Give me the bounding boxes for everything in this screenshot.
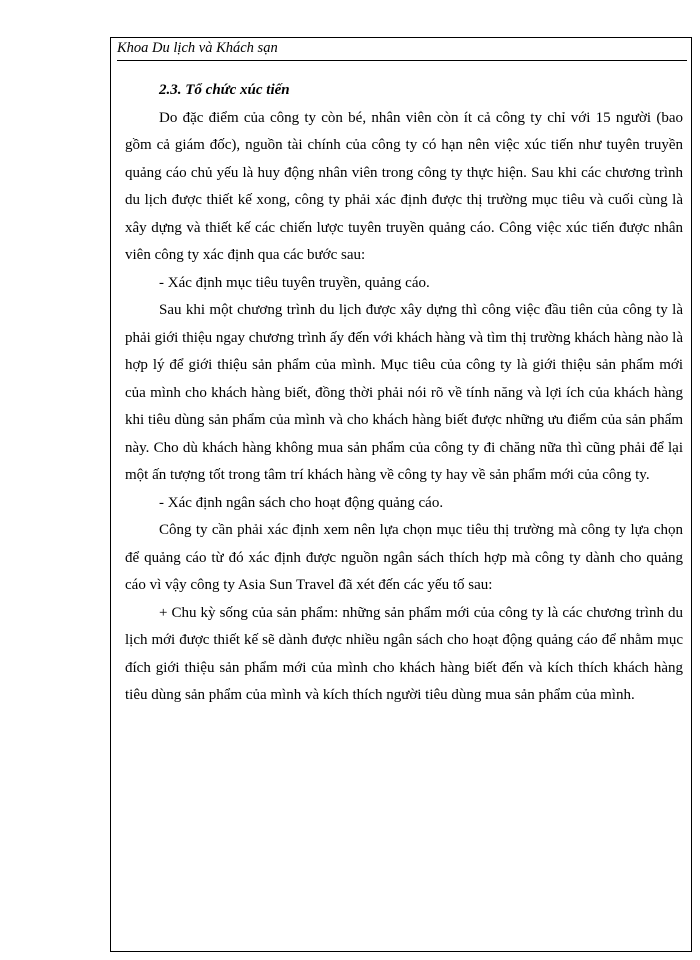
page-header [117, 37, 687, 61]
document-body [125, 77, 683, 710]
paragraph-lifecycle: + Chu kỳ sống của sản phẩm: những sản phẩm mới của công ty là các chương trình du lịch mới được thiết kế sẽ dành được nhiều ngân sách cho hoạt động quảng cáo để nhằm mục đích giới thiệu sản phẩm mới của mình cho khách hàng biết đến và kích thích khách hàng tiêu dùng sản phẩm của mình và kích thích người tiêu dùng mua sản phẩm của mình. [125, 604, 683, 703]
section-heading: 2.3. Tổ chức xúc tiến [159, 82, 290, 98]
paragraph-objective: Sau khi một chương trình du lịch được xây dựng thì công việc đầu tiên của công ty là phải giới thiệu ngay chương trình ấy đến với khách hàng và tìm thị trường khách hàng nào là hợp lý để giới thiệu sản phẩm của mình. Mục tiêu của công ty là giới thiệu sản phẩm mới của mình cho khách hàng biết, đồng thời phải nói rõ về tính năng và lợi ích của khách hàng khi tiêu dùng sản phẩm của mình và cho khách hàng biết được những ưu điểm của sản phẩm này. Cho dù khách hàng không mua sản phẩm của công ty đi chăng nữa thì cũng phải để lại một ấn tượng tốt trong tâm trí khách hàng về công ty hay về sản phẩm mới của công ty. [125, 302, 683, 483]
paragraph-budget: Công ty cần phải xác định xem nên lựa chọn mục tiêu thị trường mà công ty lựa chọn để quảng cáo từ đó xác định được nguồn ngân sách thích hợp mà công ty dành cho quảng cáo vì vậy công ty Asia Sun Travel đã xét đến các yếu tố sau: [125, 522, 683, 593]
paragraph-intro: Do đặc điểm của công ty còn bé, nhân viên còn ít cả công ty chỉ với 15 người (bao gồm cả giám đốc), nguồn tài chính của công ty có hạn nên việc xúc tiến như tuyên truyền quảng cáo chủ yếu là huy động nhân viên trong công ty thực hiện. Sau khi các chương trình du lịch được thiết kế xong, công ty phải xác định được thị trường mục tiêu và cuối cùng là xây dựng và thiết kế các chiến lược tuyên truyền quảng cáo. Công việc xúc tiến được nhân viên công ty xác định qua các bước sau: [125, 109, 683, 263]
header-text: Khoa Du lịch và Khách sạn [117, 40, 278, 56]
bullet-objective: - Xác định mục tiêu tuyên truyền, quảng cáo. [159, 274, 430, 291]
bullet-budget: - Xác định ngân sách cho hoạt động quảng cáo. [159, 494, 444, 511]
